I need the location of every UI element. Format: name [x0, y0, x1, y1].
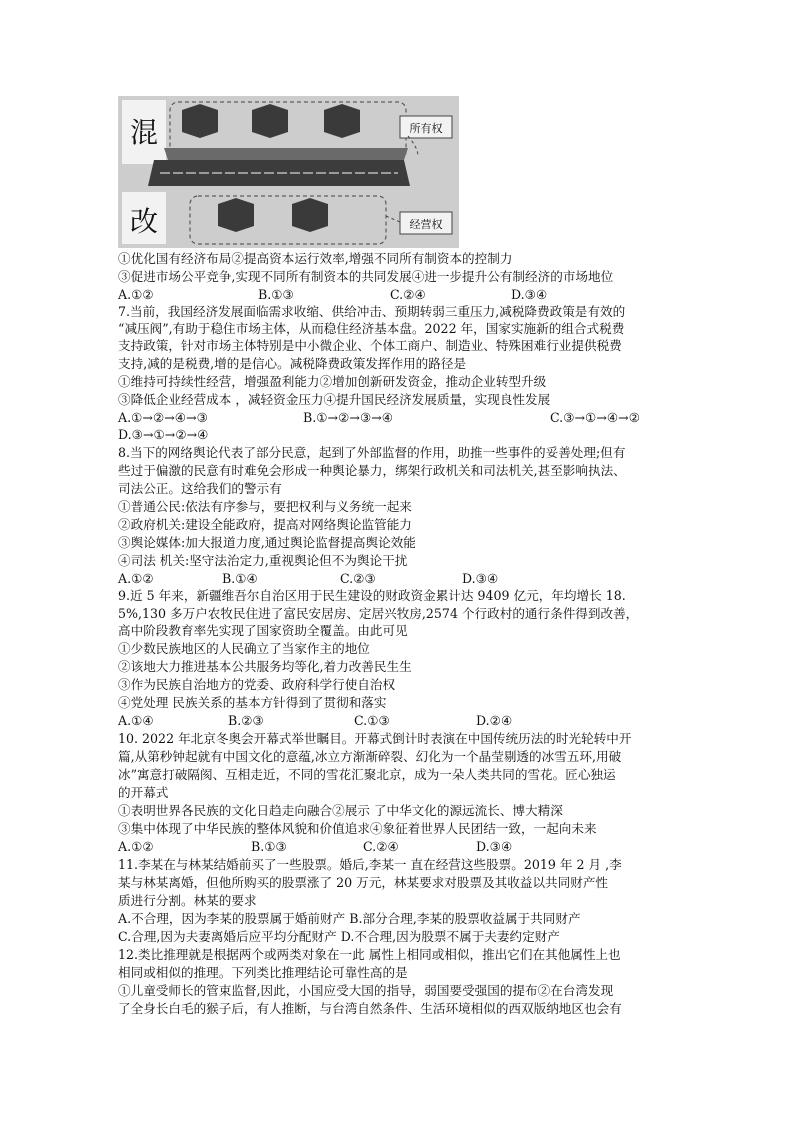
option-a: A.①② — [118, 571, 154, 586]
label-ownership: 所有权 — [409, 122, 443, 135]
q12-line: 相同或相似的推理。下列类比推理结论可靠性高的是 — [118, 965, 408, 980]
q12-line: ①儿童受师长的管束监督,因此，小国应受大国的指导，弱国要受强国的提布②在台湾发现 — [118, 983, 614, 998]
q8-line: ②政府机关:建设全能政府，提高对网络舆论监管能力 — [118, 517, 412, 532]
q8-line: ①普通公民:依法有序参与，要把权利与义务统一起来 — [118, 499, 412, 514]
q12-line: 了全身长白毛的猴子后，有人推断，与台湾自然条件、生活环境相似的西双版纳地区也会有 — [118, 1001, 622, 1016]
text-line: ③促进市场公平竞争,实现不同所有制资本的共同发展④进一步提升公有制经济的市场地位 — [118, 269, 614, 284]
q10-line: ③集中体现了中华民族的整体风貌和价值追求④象征着世界人民团结一致，一起向未来 — [118, 821, 597, 836]
q11-line: C.合理,因为夫妻离婚后应平均分配财产 D.不合理,因为股票不属于夫妻约定财产 — [118, 929, 560, 944]
ownership-reform-figure — [118, 96, 459, 248]
q9-line: 9.近 5 年来，新疆维吾尔自治区用于民生建设的财政资金累计达 9409 亿元，年均增长 18. — [118, 588, 626, 603]
q9-line: ①少数民族地区的人民确立了当家作主的地位 — [118, 641, 370, 656]
left-char-hun: 混 — [129, 116, 159, 149]
option-a: A.①→②→④→③ — [118, 410, 208, 425]
option-d: D.③④ — [511, 287, 548, 302]
text-line: ①优化国有经济布局②提高资本运行效率,增强不同所有制资本的控制力 — [118, 251, 513, 266]
q8-line: 些过于偏激的民意有时难免会形成一种舆论暴力，绑架行政机关和司法机关,甚至影响执法、 — [118, 463, 626, 478]
q10-line: 冰”寓意打破隔阂、互相走近，不同的雪花汇聚北京，成为一朵人类共同的雪花。匠心独运 — [118, 767, 616, 782]
label-operation: 经营权 — [409, 218, 443, 231]
q9-line: ②该地大力推进基本公共服务均等化,着力改善民生生 — [118, 659, 412, 674]
q8-line: ④司法 机关:坚守法治定力,重视舆论但不为舆论干扰 — [118, 553, 408, 568]
option-a: A.①② — [118, 287, 154, 302]
option-d: D.③④ — [476, 839, 513, 854]
option-d: D.③→①→②→④ — [118, 427, 209, 442]
left-char-gai: 改 — [129, 205, 159, 238]
q11-line: 某与林某离婚，但他所购买的股票涨了 20 万元，林某要求对股票及其收益以共同财产性 — [118, 875, 609, 890]
q7-options — [118, 409, 680, 426]
option-b: B.①③ — [258, 287, 294, 302]
q7-line: 支持,减的是税费,增的是信心。减税降费政策发挥作用的路径是 — [118, 356, 467, 371]
q12-line: 12.类比推理就是根据两个或两类对象在一此 属性上相同或相似，推出它们在其他属性上也 — [118, 947, 621, 962]
option-b: B.②③ — [228, 713, 264, 728]
option-c: C.②④ — [390, 287, 426, 302]
option-b: B.①④ — [222, 571, 258, 586]
q10-line: ①表明世界各民族的文化日趋走向融合②展示 了中华文化的源远流长、博大精深 — [118, 803, 563, 818]
q7-line: ①维持可持续性经营，增强盈利能力②增加创新研发资金，推动企业转型升级 — [118, 374, 547, 389]
option-c: C.①③ — [354, 713, 390, 728]
q10-line: 10. 2022 年北京冬奥会开幕式举世瞩目。开幕式倒计时表演在中国传统历法的时光轮转中开 — [118, 731, 632, 746]
q6-options — [118, 286, 680, 303]
q7-line: 支持政策，针对市场主体特别是中小微企业、个体工商户、制造业、特殊困难行业提供税费 — [118, 338, 622, 353]
q7-line: ③降低企业经营成本 ，减轻资金压力④提升国民经济发展质量，实现良性发展 — [118, 392, 551, 407]
q7-line: “减压阀”,有助于稳住市场主体，从而稳住经济基本盘。2022 年，国家实施新的组合式税费 — [118, 321, 625, 336]
option-d: D.③④ — [462, 571, 499, 586]
q11-line: A.不合理，因为李某的股票属于婚前财产 B.部分合理,李某的股票收益属于共同财产 — [118, 911, 581, 926]
q9-line: 5%,130 多万户农牧民住进了富民安居房、定居兴牧房,2574 个行政村的通行条件得到改善， — [118, 606, 639, 621]
q10-options — [118, 838, 680, 855]
q10-line: 篇,从第秒钟起就有中国文化的意蕴,冰立方渐渐碎裂、幻化为一个晶莹剔透的冰雪五环,用破 — [118, 749, 622, 764]
q9-line: ④党处理 民族关系的基本方针得到了贯彻和落实 — [118, 695, 387, 710]
q9-line: 高中阶段教育率先实现了国家资助全覆盖。由此可见 — [118, 623, 408, 638]
q8-line: 司法公正。这给我们的警示有 — [118, 481, 282, 496]
option-c: C.③→①→④→② — [550, 410, 641, 425]
q8-line: ③舆论媒体:加大报道力度,通过舆论监督提高舆论效能 — [118, 535, 416, 550]
q9-options — [118, 712, 680, 729]
q11-line: 11.李某在与林某结婚前买了一些股票。婚后,李某一 直在经营这些股票。2019 年 2 月 ,李 — [118, 857, 622, 872]
option-c: C.②③ — [340, 571, 376, 586]
q11-line: 质进行分割。林某的要求 — [118, 893, 257, 908]
option-c: C.②④ — [363, 839, 399, 854]
option-b: B.①③ — [251, 839, 287, 854]
option-a: A.①④ — [118, 713, 154, 728]
option-a: A.①② — [118, 839, 154, 854]
q8-options — [118, 570, 680, 587]
q10-line: 的开幕式 — [118, 785, 169, 800]
q8-line: 8.当下的网络舆论代表了部分民意，起到了外部监督的作用，助推一些事件的妥善处理;但有 — [118, 445, 626, 460]
option-d: D.②④ — [476, 713, 513, 728]
q9-line: ③作为民族自治地方的党委、政府科学行使自治权 — [118, 677, 396, 692]
option-b: B.①→②→③→④ — [303, 410, 394, 425]
q7-line: 7.当前，我国经济发展面临需求收缩、供给冲击、预期转弱三重压力,减税降费政策是有效的 — [118, 304, 626, 319]
